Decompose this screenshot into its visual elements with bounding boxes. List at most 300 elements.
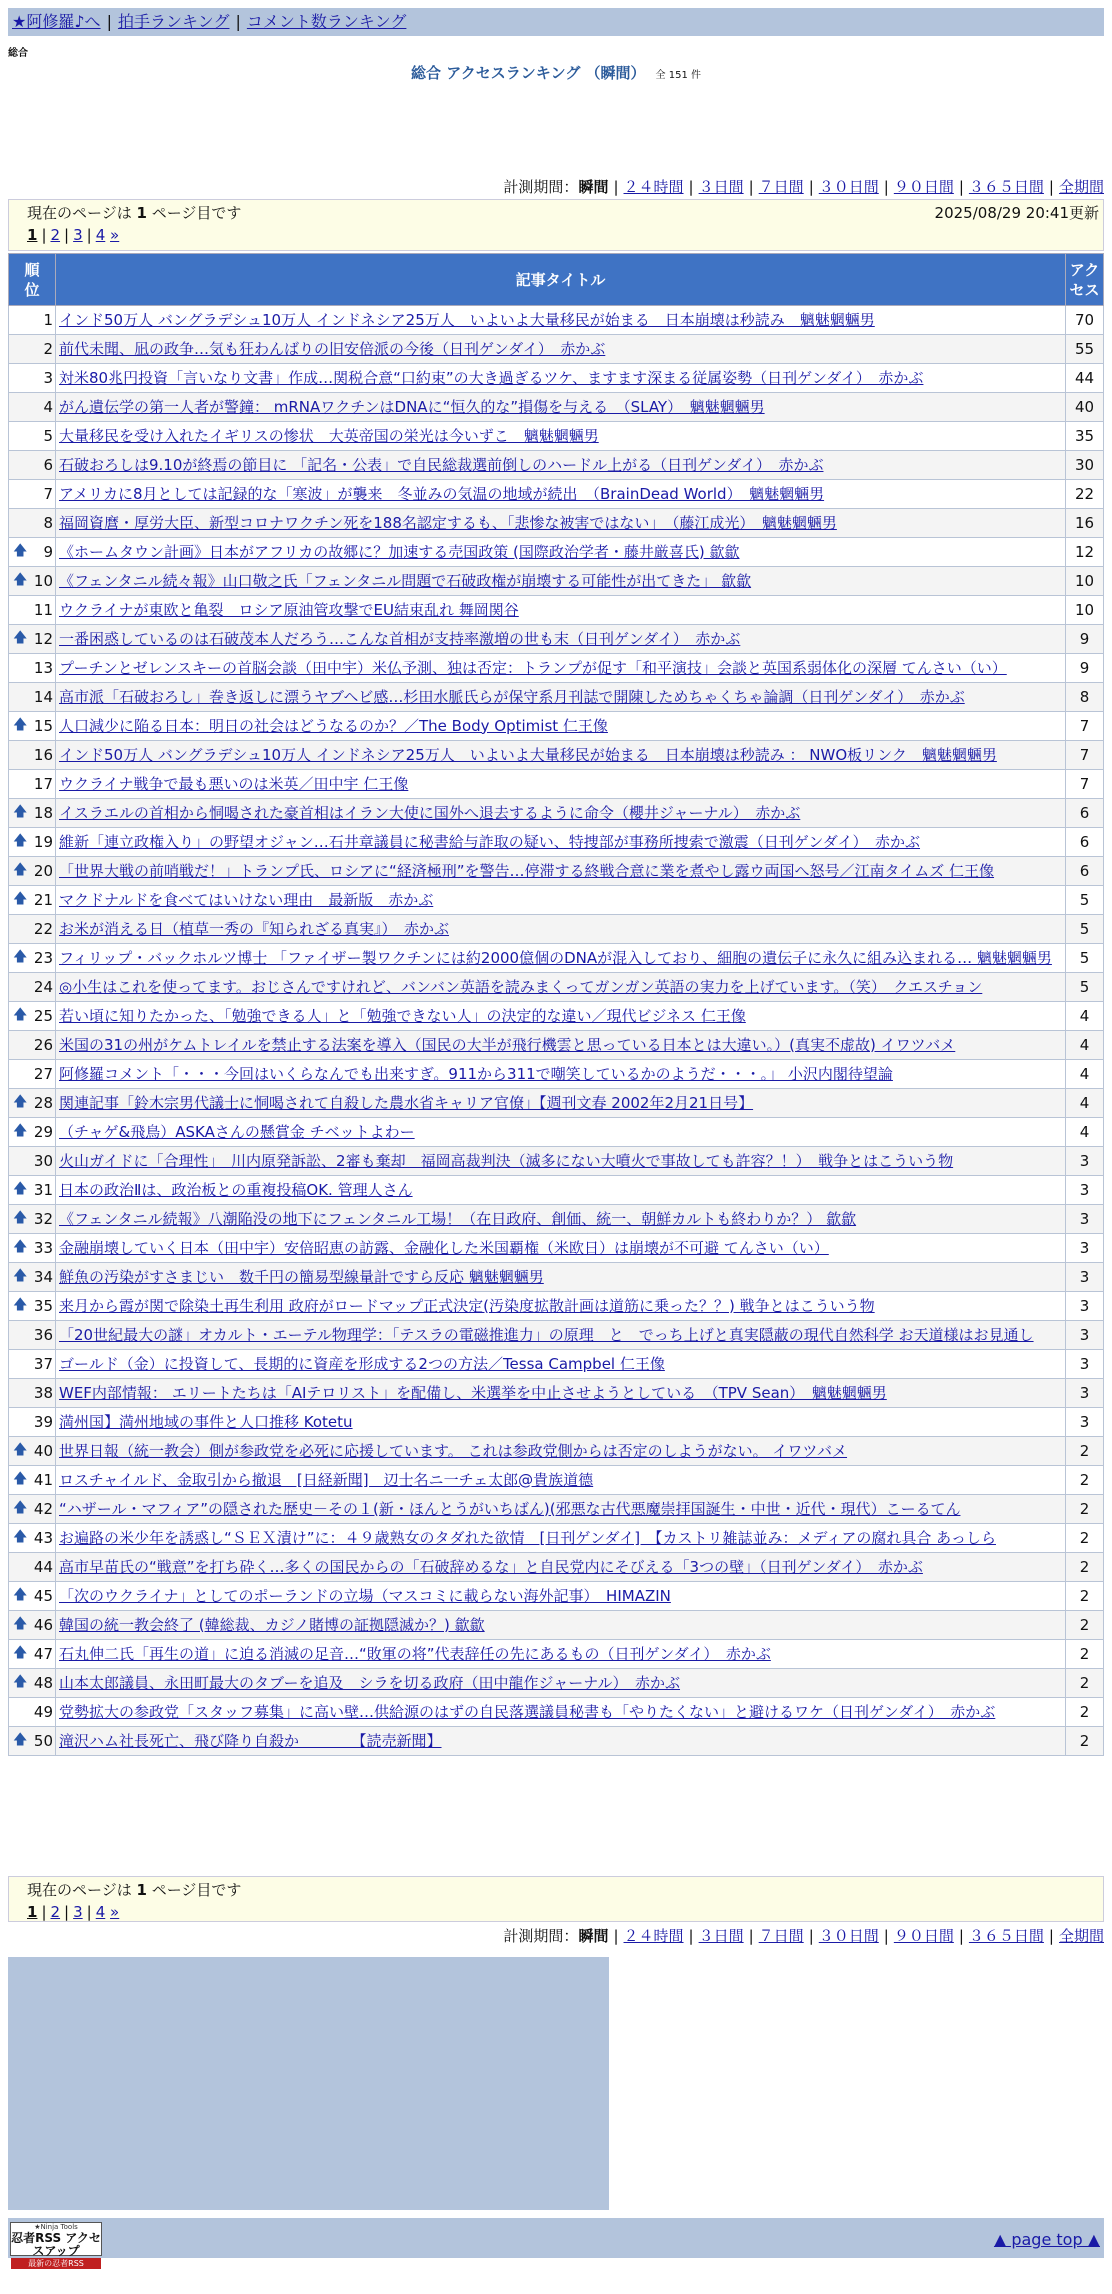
title-cell (56, 915, 1066, 944)
header-access-text: アク セス (1069, 260, 1100, 299)
article-link[interactable]: 世界日報（統一教会）側が参政党を必死に応援しています。 これは参政党側からは否定のしようがない。 イワツバメ (59, 1441, 848, 1460)
current-page-number: 1 (136, 1881, 147, 1899)
period-link-1[interactable]: ３日間 (698, 1927, 744, 1945)
title-cell (56, 1640, 1066, 1669)
article-link[interactable]: 《ホームタウン計画》日本がアフリカの故郷に？加速する売国政策 (国際政治学者・藤井厳喜氏) 歙歙 (59, 542, 740, 561)
access-count: 4 (1066, 1002, 1104, 1031)
rank-cell (9, 1118, 56, 1147)
title-cell (56, 1060, 1066, 1089)
rank-number: 31 (33, 1181, 53, 1199)
rank-cell (9, 1321, 56, 1350)
title-cell (56, 741, 1066, 770)
access-count: 70 (1066, 306, 1104, 335)
title-cell (56, 712, 1066, 741)
rank-number: 25 (33, 1007, 53, 1025)
header-rank (9, 254, 56, 306)
table-row (9, 1147, 1104, 1176)
article-link[interactable]: 高市派「石破おろし」巻き返しに漂うヤブヘビ感…杉田水脈氏らが保守系月刊誌で開陳しためちゃくちゃ論調（日刊ゲンダイ） 赤かぶ (59, 687, 965, 706)
article-link[interactable]: フィリップ・バックホルツ博士 「ファイザー製ワクチンには約2000億個のDNAが混入しており、細胞の遺伝子に永久に組み込まれる… 魑魅魍魎男 (59, 948, 1052, 967)
table-row (9, 654, 1104, 683)
article-link[interactable]: 関連記事「鈴木宗男代議士に恫喝されて自殺した農水省キャリア官僚」【週刊文春 2002年2月21日号】 (59, 1093, 754, 1112)
page-numbers (27, 226, 1103, 244)
pager-top (8, 199, 1104, 251)
title-cell (56, 422, 1066, 451)
rank-cell (9, 1582, 56, 1611)
table-row (9, 480, 1104, 509)
access-count: 30 (1066, 451, 1104, 480)
page-top-link[interactable]: ▲ page top ▲ (993, 2230, 1100, 2249)
access-count: 2 (1066, 1495, 1104, 1524)
rank-cell (9, 799, 56, 828)
rank-cell (9, 886, 56, 915)
page-separator: | (64, 1903, 70, 1921)
rank-up-arrow-icon: 🡅 (13, 630, 28, 646)
title-cell (56, 1553, 1066, 1582)
access-count: 2 (1066, 1698, 1104, 1727)
article-link[interactable]: 山本太郎議員、永田町最大のタブーを追及 シラを切る政府（田中龍作ジャーナル） 赤かぶ (59, 1673, 681, 1692)
rank-number: 16 (33, 746, 53, 764)
table-header-row (9, 254, 1104, 306)
period-separator: | (883, 178, 889, 196)
title-cell (56, 1089, 1066, 1118)
rank-number: 32 (33, 1210, 53, 1228)
nav-separator: | (106, 12, 112, 31)
period-current: 瞬間 (578, 178, 609, 196)
access-count: 10 (1066, 567, 1104, 596)
access-count: 2 (1066, 1524, 1104, 1553)
rank-cell (9, 480, 56, 509)
period-link-5[interactable]: ３６５日間 (968, 178, 1044, 196)
article-link[interactable]: 高市早苗氏の“戦意”を打ち砕く…多くの国民からの「石破辞めるな」と自民党内にそびえる「3つの壁」（日刊ゲンダイ） 赤かぶ (59, 1557, 923, 1576)
period-link-2[interactable]: ７日間 (758, 178, 804, 196)
table-row (9, 1524, 1104, 1553)
table-row (9, 1437, 1104, 1466)
period-separator: | (688, 1927, 694, 1945)
rank-cell (9, 364, 56, 393)
nav-link-comment-ranking[interactable]: コメント数ランキング (246, 12, 407, 31)
table-row (9, 1466, 1104, 1495)
rank-up-arrow-icon: 🡅 (13, 804, 28, 820)
access-count: 16 (1066, 509, 1104, 538)
article-link[interactable]: 来月から霞が関で除染土再生利用 政府がロードマップ正式決定(汚染度拡散計画は道筋に乗った？？) 戦争とはこういう物 (59, 1296, 875, 1315)
current-page-number: 1 (136, 204, 147, 222)
rank-number: 27 (33, 1065, 53, 1083)
access-count: 2 (1066, 1437, 1104, 1466)
article-link[interactable]: 鮮魚の汚染がすさまじい 数千円の簡易型線量計ですら反応 魑魅魍魎男 (59, 1267, 544, 1286)
header-access (1066, 254, 1104, 306)
rank-number: 12 (33, 630, 53, 648)
rank-up-arrow-icon: 🡅 (13, 1123, 28, 1139)
page-link-3[interactable]: 3 (73, 1903, 83, 1921)
page-info (27, 1879, 1103, 1900)
rank-number: 41 (33, 1471, 53, 1489)
title-cell (56, 480, 1066, 509)
access-count: 7 (1066, 712, 1104, 741)
access-count: 7 (1066, 770, 1104, 799)
table-row (9, 799, 1104, 828)
page-separator: | (41, 1903, 47, 1921)
table-row (9, 1495, 1104, 1524)
rank-number: 42 (33, 1500, 53, 1518)
table-row (9, 509, 1104, 538)
article-link[interactable]: 一番困惑しているのは石破茂本人だろう…こんな首相が支持率激増の世も末（日刊ゲンダイ） 赤かぶ (59, 629, 741, 648)
article-link[interactable]: マクドナルドを食べてはいけない理由 最新版 赤かぶ (59, 890, 434, 909)
table-row (9, 1118, 1104, 1147)
period-separator: | (748, 1927, 754, 1945)
article-link[interactable]: ゴールド（金）に投資して、長期的に資産を形成する2つの方法／Tessa Campbel 仁王像 (59, 1354, 665, 1373)
article-link[interactable]: 維新「連立政権入り」の野望オジャン…石井章議員に秘書給与詐取の疑い、特捜部が事務所捜索で激震（日刊ゲンダイ） 赤かぶ (59, 832, 921, 851)
table-row (9, 451, 1104, 480)
title-cell (56, 335, 1066, 364)
rank-number: 2 (43, 340, 53, 358)
article-link[interactable]: 大量移民を受け入れたイギリスの惨状 大英帝国の栄光は今いずこ 魑魅魍魎男 (59, 426, 599, 445)
title-cell (56, 538, 1066, 567)
period-link-4[interactable]: ９０日間 (893, 1927, 954, 1945)
title-cell (56, 1350, 1066, 1379)
nav-separator: | (235, 12, 241, 31)
table-row (9, 886, 1104, 915)
article-link[interactable]: インド50万人 バングラデシュ10万人 インドネシア25万人 いよいよ大量移民が始まる 日本崩壊は秒読み 魑魅魍魎男 (59, 310, 875, 329)
period-label: 計測期間： (503, 1927, 579, 1945)
title-cell (56, 306, 1066, 335)
period-link-6[interactable]: 全期間 (1058, 178, 1104, 196)
rank-up-arrow-icon: 🡅 (13, 717, 28, 733)
ranking-table (8, 253, 1104, 1756)
rank-up-arrow-icon: 🡅 (13, 1645, 28, 1661)
rank-number: 38 (33, 1384, 53, 1402)
nav-link-asyura[interactable]: ★阿修羅♪へ (12, 12, 101, 31)
next-page-link[interactable]: » (110, 1903, 120, 1921)
article-link[interactable]: アメリカに8月としては記録的な「寒波」が襲来 冬並みの気温の地域が続出 （BrainDead World） 魑魅魍魎男 (59, 484, 825, 503)
table-row (9, 828, 1104, 857)
article-link[interactable]: 滝沢ハム社長死亡、飛び降り自殺か 【読売新聞】 (59, 1731, 442, 1750)
article-link[interactable]: ◎小生はこれを使ってます。おじさんですけれど、バンバン英語を読みまくってガンガン英語の実力を上げています。（笑） クエスチョン (59, 977, 983, 996)
rank-number: 10 (33, 572, 53, 590)
rank-up-arrow-icon: 🡅 (13, 1268, 28, 1284)
rank-number: 47 (33, 1645, 53, 1663)
rank-up-arrow-icon: 🡅 (13, 1007, 28, 1023)
rank-number: 26 (33, 1036, 53, 1054)
article-link[interactable]: 党勢拡大の参政党「スタッフ募集」に高い壁…供給源のはずの自民落選議員秘書も「やりたくない」と避けるワケ（日刊ゲンダイ） 赤かぶ (59, 1702, 996, 1721)
period-selector-bottom (503, 1925, 1104, 1946)
access-count: 35 (1066, 422, 1104, 451)
article-link[interactable]: 《フェンタニル続々報》山口敬之氏「フェンタニル問題で石破政権が崩壊する可能性が出てきた」 歙歙 (59, 571, 752, 590)
table-row (9, 770, 1104, 799)
period-separator: | (613, 1927, 619, 1945)
access-count: 12 (1066, 538, 1104, 567)
ad-area (8, 1957, 609, 2210)
title-cell (56, 857, 1066, 886)
access-count: 6 (1066, 828, 1104, 857)
page-link-1: 1 (27, 226, 38, 244)
table-row (9, 1263, 1104, 1292)
rank-cell (9, 335, 56, 364)
period-separator: | (958, 178, 964, 196)
rank-up-arrow-icon: 🡅 (13, 1210, 28, 1226)
page-link-2[interactable]: 2 (50, 1903, 61, 1921)
page-title-text: 総合 アクセスランキング （瞬間） (411, 64, 646, 82)
header-rank-text: 順 位 (24, 260, 40, 299)
title-cell (56, 1437, 1066, 1466)
article-link[interactable]: ロスチャイルド、金取引から撤退 [日経新聞] 辺士名ニ一チェ太郎@貴族道德 (59, 1470, 594, 1489)
article-link[interactable]: 韓国の統一教会終了 (韓総裁、カジノ賭博の証拠隠滅か？) 歙歙 (59, 1615, 485, 1634)
access-count: 2 (1066, 1640, 1104, 1669)
rank-up-arrow-icon: 🡅 (13, 1471, 28, 1487)
article-link[interactable]: 火山ガイドに「合理性」 川内原発訴訟、2審も棄却 福岡高裁判決（滅多にない大噴火で事故しても許容？！） 戦争とはこういう物 (59, 1151, 954, 1170)
access-count: 6 (1066, 799, 1104, 828)
rank-cell (9, 567, 56, 596)
rank-number: 36 (33, 1326, 53, 1344)
article-link[interactable]: 若い頃に知りたかった、「勉強できる人」と「勉強できない人」の決定的な違い／現代ビジネス 仁王像 (59, 1006, 746, 1025)
rank-cell (9, 1379, 56, 1408)
title-cell (56, 1234, 1066, 1263)
period-link-3[interactable]: ３０日間 (818, 178, 879, 196)
rank-up-arrow-icon: 🡅 (13, 1094, 28, 1110)
table-row (9, 1205, 1104, 1234)
rank-cell (9, 741, 56, 770)
logo-line-1: ★Ninja Tools (34, 2223, 78, 2231)
table-row (9, 596, 1104, 625)
rank-cell (9, 654, 56, 683)
table-row (9, 538, 1104, 567)
rank-cell (9, 509, 56, 538)
access-count: 3 (1066, 1205, 1104, 1234)
article-link[interactable]: プーチンとゼレンスキーの首脳会談（田中宇）米仏予測、独は否定：トランプが促す「和平演技」会談と英国系弱体化の深層 てんさい（い） (59, 658, 1007, 677)
period-separator: | (1048, 178, 1054, 196)
rank-number: 34 (33, 1268, 53, 1286)
title-cell (56, 828, 1066, 857)
access-count: 2 (1066, 1553, 1104, 1582)
rank-up-arrow-icon: 🡅 (13, 1587, 28, 1603)
rank-up-arrow-icon: 🡅 (13, 1181, 28, 1197)
table-row (9, 1553, 1104, 1582)
rank-cell (9, 915, 56, 944)
page-link-2[interactable]: 2 (50, 226, 61, 244)
access-count: 3 (1066, 1263, 1104, 1292)
rank-cell (9, 451, 56, 480)
rank-number: 9 (43, 543, 53, 561)
article-link[interactable]: 石丸伸二氏「再生の道」に迫る消滅の足音…“敗軍の将”代表辞任の先にあるもの（日刊ゲンダイ） 赤かぶ (59, 1644, 771, 1663)
rank-cell (9, 1727, 56, 1756)
article-link[interactable]: 阿修羅コメント「・・・今回はいくらなんでも出来すぎ。911から311で嘲笑しているかのようだ・・・。」 小沢内閣待望論 (59, 1064, 893, 1083)
title-cell (56, 451, 1066, 480)
title-cell (56, 1176, 1066, 1205)
table-row (9, 1234, 1104, 1263)
table-row (9, 393, 1104, 422)
table-row (9, 944, 1104, 973)
access-count: 2 (1066, 1582, 1104, 1611)
title-cell (56, 1321, 1066, 1350)
article-link[interactable]: 満州国】満州地域の事件と人口推移 Kotetu (59, 1412, 353, 1431)
title-cell (56, 770, 1066, 799)
period-label: 計測期間： (503, 178, 579, 196)
period-separator: | (808, 178, 814, 196)
rank-number: 30 (33, 1152, 53, 1170)
rank-cell (9, 1263, 56, 1292)
page-separator: | (41, 226, 47, 244)
article-link[interactable]: インド50万人 バングラデシュ10万人 インドネシア25万人 いよいよ大量移民が始まる 日本崩壊は秒読み ： NWO板リンク 魑魅魍魎男 (59, 745, 997, 764)
rank-number: 17 (33, 775, 53, 793)
article-link[interactable]: （チャゲ&飛鳥）ASKAさんの懸賞金 チベットよわー (59, 1122, 415, 1141)
nav-link-clap-ranking[interactable]: 拍手ランキング (117, 12, 230, 31)
rank-number: 13 (33, 659, 53, 677)
article-link[interactable]: 米国の31の州がケムトレイルを禁止する法案を導入（国民の大半が飛行機雲と思っている日本とは大違い。）(真実不虚故) イワツバメ (59, 1035, 956, 1054)
title-cell (56, 1118, 1066, 1147)
rank-cell (9, 1292, 56, 1321)
period-link-0[interactable]: ２４時間 (623, 178, 684, 196)
title-cell (56, 596, 1066, 625)
access-count: 5 (1066, 886, 1104, 915)
table-row (9, 915, 1104, 944)
rank-up-arrow-icon: 🡅 (13, 1442, 28, 1458)
access-count: 40 (1066, 393, 1104, 422)
rank-number: 15 (33, 717, 53, 735)
title-cell (56, 1002, 1066, 1031)
rank-number: 39 (33, 1413, 53, 1431)
article-link[interactable]: イスラエルの首相から恫喝された豪首相はイラン大使に国外へ退去するように命令（櫻井ジャーナル） 赤かぶ (59, 803, 801, 822)
rank-number: 50 (33, 1732, 53, 1750)
rank-up-arrow-icon: 🡅 (13, 1500, 28, 1516)
article-link[interactable]: ウクライナ戦争で最も悪いのは米英／田中宇 仁王像 (59, 774, 409, 793)
rank-cell (9, 625, 56, 654)
period-separator: | (688, 178, 694, 196)
rank-number: 18 (33, 804, 53, 822)
access-count: 4 (1066, 1060, 1104, 1089)
access-count: 10 (1066, 596, 1104, 625)
article-link[interactable]: 「次のウクライナ」としてのポーランドの立場（マスコミに載らない海外記事） HIMAZIN (59, 1586, 671, 1605)
rank-up-arrow-icon: 🡅 (13, 833, 28, 849)
access-count: 3 (1066, 1176, 1104, 1205)
access-count: 7 (1066, 741, 1104, 770)
title-cell (56, 1524, 1066, 1553)
period-link-1[interactable]: ３日間 (698, 178, 744, 196)
rank-cell (9, 393, 56, 422)
period-link-6[interactable]: 全期間 (1058, 1927, 1104, 1945)
rank-number: 23 (33, 949, 53, 967)
access-count: 2 (1066, 1611, 1104, 1640)
ninja-rss-logo[interactable] (10, 2222, 102, 2268)
article-link[interactable]: ウクライナが東欧と亀裂 ロシア原油管攻撃でEU結束乱れ 舞岡関谷 (59, 600, 519, 619)
period-current: 瞬間 (578, 1927, 609, 1945)
table-row (9, 1611, 1104, 1640)
access-count: 44 (1066, 364, 1104, 393)
article-link[interactable]: 《フェンタニル続報》八潮陥没の地下にフェンタニル工場！（在日政府、創価、統一、朝鮮カルトも終わりか？） 歙歙 (59, 1209, 857, 1228)
page-info-suffix: ページ目です (151, 204, 242, 222)
page-link-4[interactable]: 4 (95, 1903, 106, 1921)
page-numbers (27, 1903, 1103, 1921)
table-row (9, 306, 1104, 335)
rank-up-arrow-icon: 🡅 (13, 949, 28, 965)
period-link-5[interactable]: ３６５日間 (968, 1927, 1044, 1945)
article-link[interactable]: 「20世紀最大の謎」オカルト・エーテル物理学：「テスラの電磁推進力」の原理 と でっち上げと真実隠蔽の現代自然科学 お天道様はお見通し (59, 1325, 1034, 1344)
article-link[interactable]: 日本の政治Ⅱは、政治板との重複投稿OK. 管理人さん (59, 1180, 413, 1199)
rank-cell (9, 1205, 56, 1234)
title-cell (56, 364, 1066, 393)
table-row (9, 1031, 1104, 1060)
next-page-link[interactable]: » (110, 226, 120, 244)
title-cell (56, 1698, 1066, 1727)
rank-number: 6 (43, 456, 53, 474)
period-link-4[interactable]: ９０日間 (893, 178, 954, 196)
rank-cell (9, 1495, 56, 1524)
logo-line-3: 最新の忍者RSS (11, 2258, 101, 2269)
access-count: 5 (1066, 944, 1104, 973)
rank-cell (9, 683, 56, 712)
rank-number: 8 (43, 514, 53, 532)
page-link-3[interactable]: 3 (73, 226, 83, 244)
page-info-prefix: 現在のページは (27, 1881, 132, 1899)
rank-number: 43 (33, 1529, 53, 1547)
article-link[interactable]: “ハザール・マフィア”の隠された歴史－その１(新・ほんとうがいちばん)(邪悪な古代悪魔崇拝国誕生・中世・近代・現代）こーるてん (59, 1499, 961, 1518)
rank-cell (9, 1234, 56, 1263)
access-count: 2 (1066, 1669, 1104, 1698)
title-cell (56, 1205, 1066, 1234)
top-nav (8, 8, 1104, 36)
header-title: 記事タイトル (56, 254, 1066, 306)
period-link-3[interactable]: ３０日間 (818, 1927, 879, 1945)
article-link[interactable]: 前代未聞、凪の政争…気も狂わんばりの旧安倍派の今後（日刊ゲンダイ） 赤かぶ (59, 339, 606, 358)
rank-number: 24 (33, 978, 53, 996)
rank-number: 49 (33, 1703, 53, 1721)
article-link[interactable]: 金融崩壊していく日本（田中宇）安倍昭恵の訪露、金融化した米国覇権（米欧日）は崩壊が不可避 てんさい（い） (59, 1238, 829, 1257)
rank-up-arrow-icon: 🡅 (13, 891, 28, 907)
rank-cell (9, 306, 56, 335)
article-link[interactable]: 福岡資麿・厚労大臣、新型コロナワクチン死を188名認定するも、「悲惨な被害ではない」 （藤江成光） 魑魅魍魎男 (59, 513, 837, 532)
table-row (9, 422, 1104, 451)
rank-number: 21 (33, 891, 53, 909)
rank-up-arrow-icon: 🡅 (13, 572, 28, 588)
access-count: 3 (1066, 1379, 1104, 1408)
period-link-0[interactable]: ２４時間 (623, 1927, 684, 1945)
period-link-2[interactable]: ７日間 (758, 1927, 804, 1945)
rank-cell (9, 1524, 56, 1553)
rank-number: 33 (33, 1239, 53, 1257)
article-link[interactable]: WEF内部情報： エリートたちは「AIテロリスト」を配備し、米選挙を中止させようとしている （TPV Sean） 魑魅魍魎男 (59, 1383, 887, 1402)
article-link[interactable]: がん遺伝学の第一人者が警鐘： mRNAワクチンはDNAに“恒久的な”損傷を与える （SLAY） 魑魅魍魎男 (59, 397, 765, 416)
rank-cell (9, 944, 56, 973)
article-count: 全 151 件 (655, 70, 701, 81)
rank-number: 48 (33, 1674, 53, 1692)
table-row (9, 1727, 1104, 1756)
table-row (9, 1698, 1104, 1727)
article-link[interactable]: 対米80兆円投資「言いなり文書」作成…関税合意“口約束”の大き過ぎるツケ、ますます深まる従属姿勢（日刊ゲンダイ） 赤かぶ (59, 368, 924, 387)
table-row (9, 625, 1104, 654)
article-link[interactable]: お遍路の米少年を誘惑し“ＳＥＸ漬け”に：４９歳熟女のタダれた欲情 [日刊ゲンダイ] 【カストリ雑誌並み：メディアの腐れ具合 あっしら (59, 1528, 996, 1547)
access-count: 8 (1066, 683, 1104, 712)
access-count: 4 (1066, 1089, 1104, 1118)
rank-number: 29 (33, 1123, 53, 1141)
rank-cell (9, 1408, 56, 1437)
access-count: 5 (1066, 973, 1104, 1002)
title-cell (56, 1292, 1066, 1321)
rank-cell (9, 1437, 56, 1466)
rank-up-arrow-icon: 🡅 (13, 862, 28, 878)
article-link[interactable]: 人口減少に陥る日本：明日の社会はどうなるのか？／The Body Optimist 仁王像 (59, 716, 608, 735)
rank-cell (9, 1089, 56, 1118)
rank-up-arrow-icon: 🡅 (13, 1529, 28, 1545)
article-link[interactable]: 石破おろしは9.10が終焉の節目に 「記名・公表」で自民総裁選前倒しのハードル上がる（日刊ゲンダイ） 赤かぶ (59, 455, 824, 474)
table-row (9, 1379, 1104, 1408)
article-link[interactable]: お米が消える日（植草一秀の『知られざる真実』） 赤かぶ (59, 919, 450, 938)
page-title (0, 62, 1112, 83)
access-count: 55 (1066, 335, 1104, 364)
rank-number: 11 (33, 601, 53, 619)
page-link-4[interactable]: 4 (95, 226, 106, 244)
article-link[interactable]: 「世界大戦の前哨戦だ！」トランプ氏、ロシアに“経済極刑”を警告…停滞する終戦合意に業を煮やし露ウ両国へ怒号／江南タイムズ 仁王像 (59, 861, 995, 880)
title-cell (56, 1669, 1066, 1698)
title-cell (56, 973, 1066, 1002)
rank-number: 44 (33, 1558, 53, 1576)
